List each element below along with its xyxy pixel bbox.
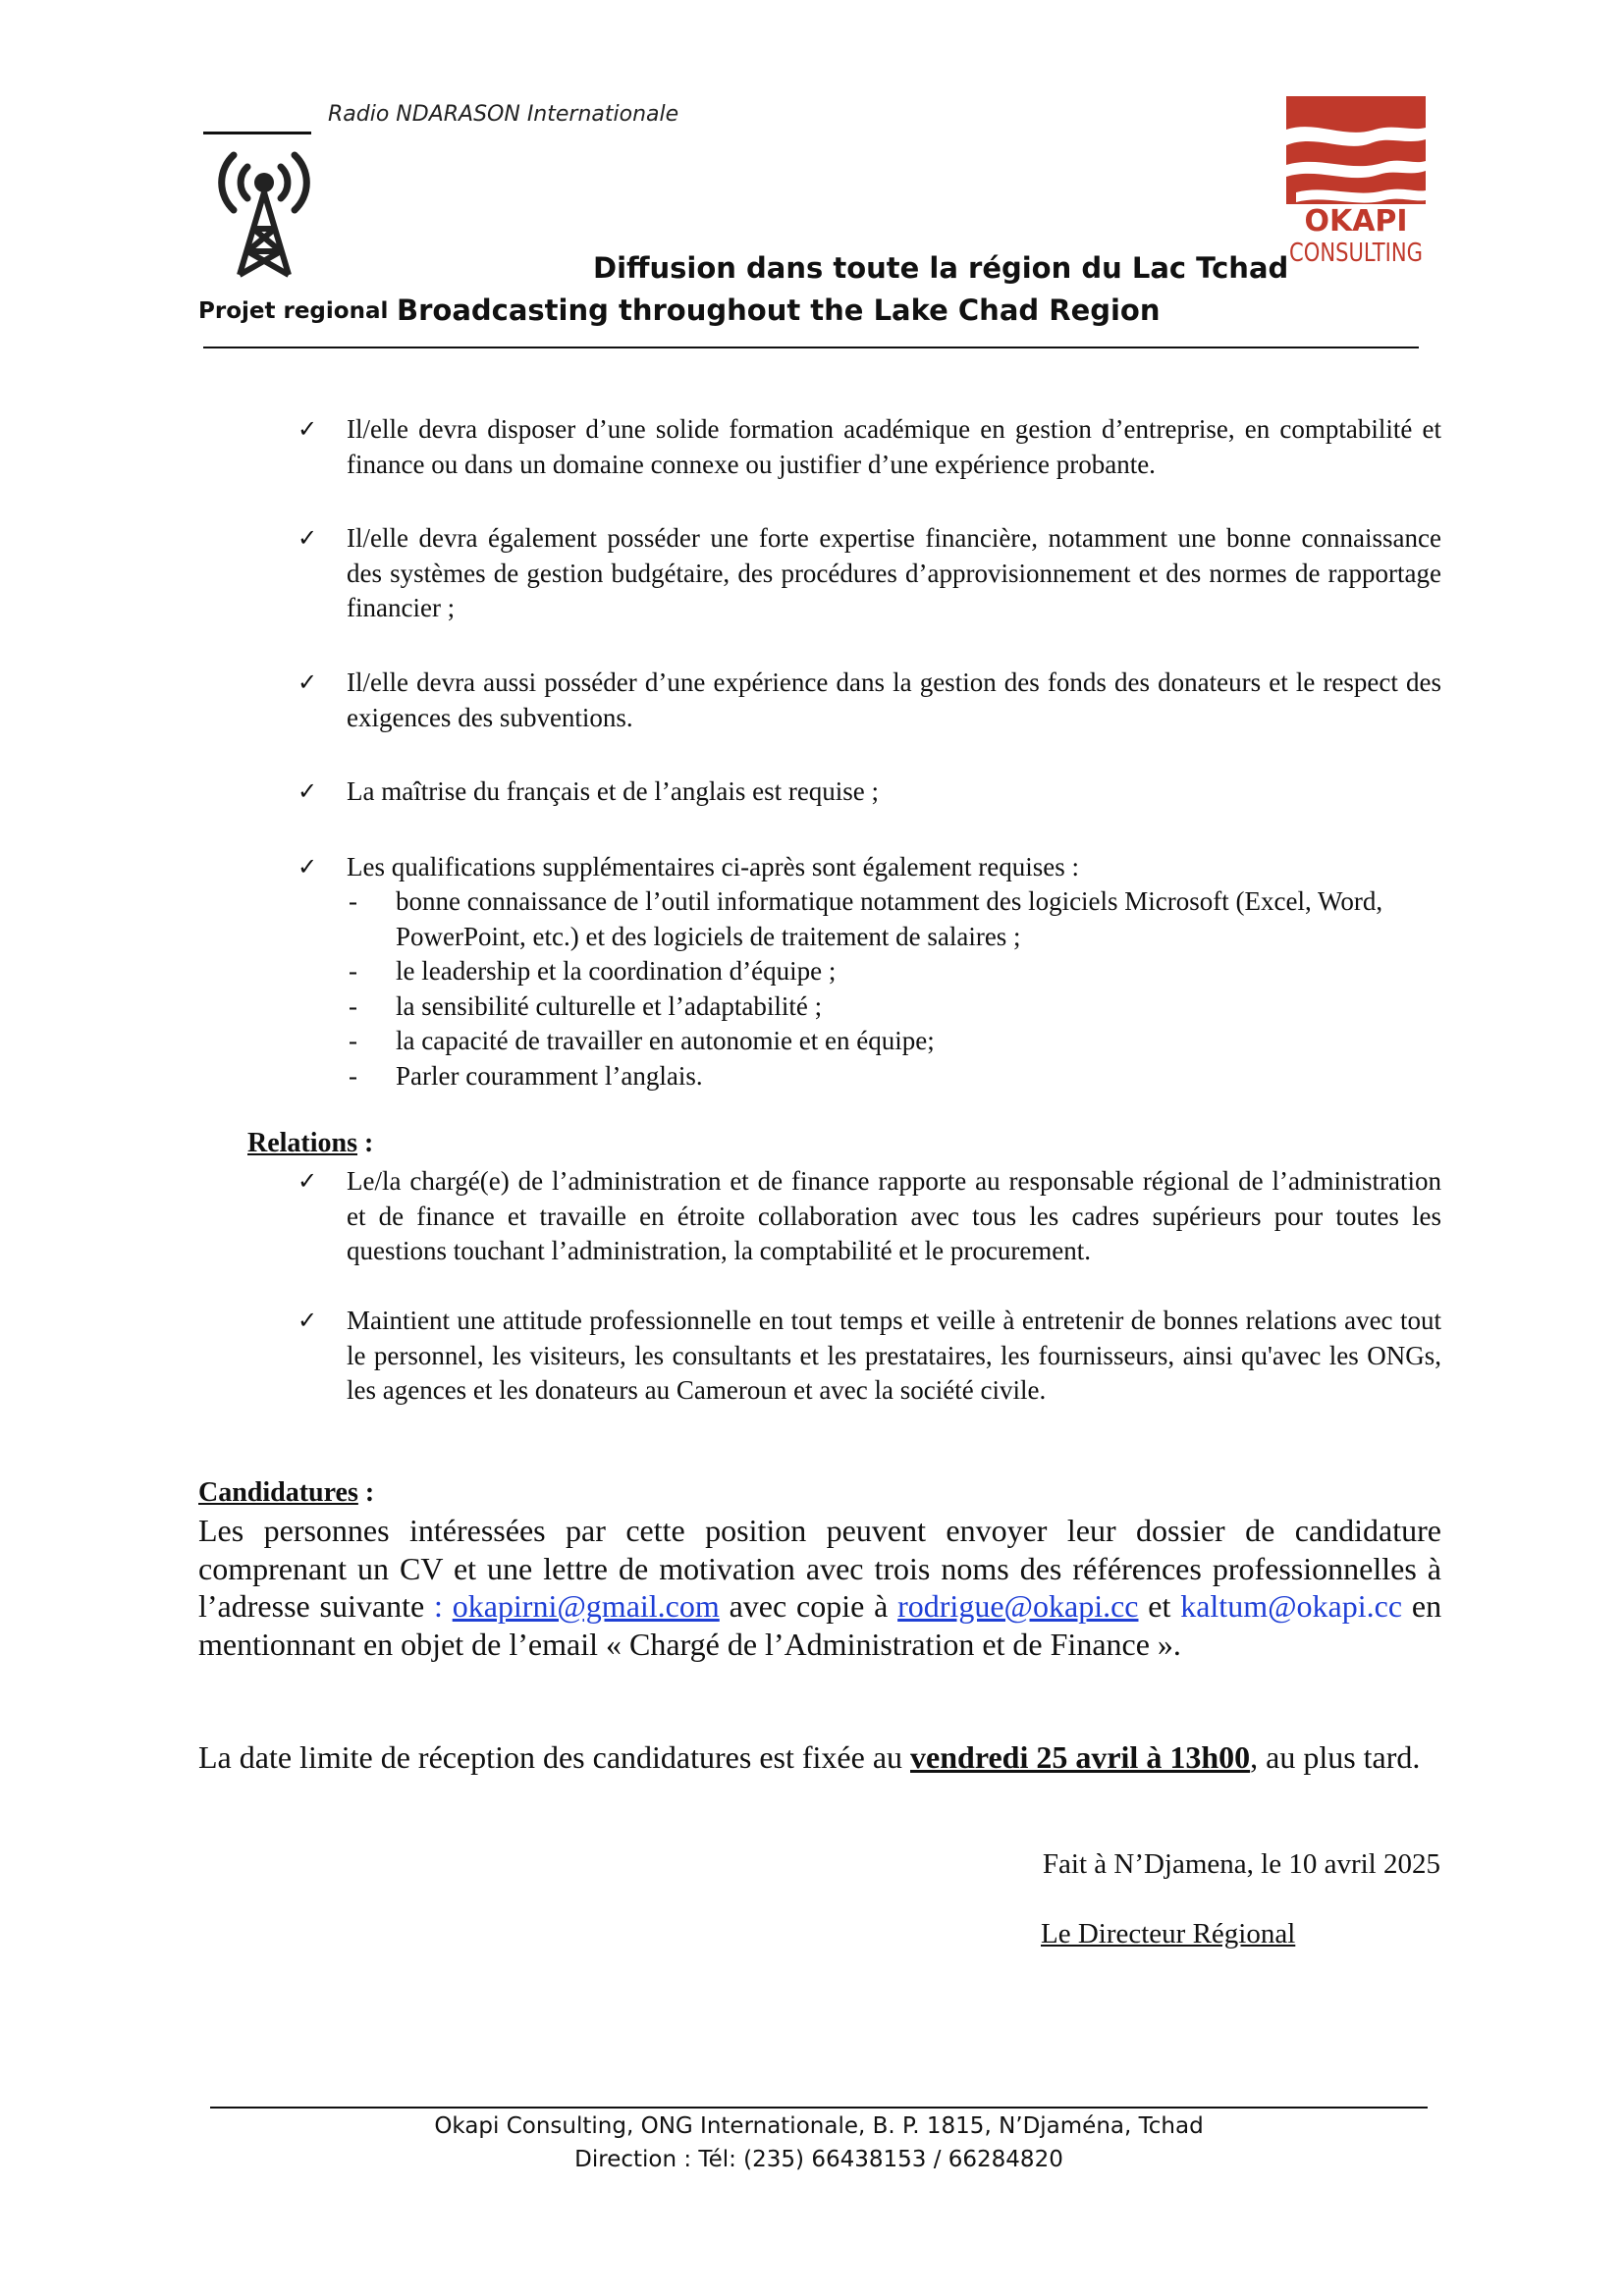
okapi-consulting-logo [1286,96,1426,268]
qualification-item [298,850,1441,885]
email-link-rodrigue[interactable]: rodrigue@okapi.cc [897,1588,1139,1624]
title-french: Diffusion dans toute la région du Lac Tchad [593,251,1289,285]
list-item: - bonne connaissance de l’outil informatique notamment des logiciels Microsoft (Excel, Word, PowerPoint, etc.) et des logiciels de traitement de salaires ; [349,886,1383,951]
check-icon: ✓ [298,1167,318,1195]
candidatures-paragraph: Les personnes intéressées par cette position peuvent envoyer leur dossier de candidature comprenant un CV et une lettre de motivation avec trois noms des références professionnelles à l’adresse suivante : okapirni@gmail.com avec copie à rodrigue@okapi.cc et kaltum@okapi.cc en mentionnant en objet de l’email « Chargé de l’Administration et de Finance ». [198,1513,1442,1662]
deadline-paragraph: La date limite de réception des candidatures est fixée au vendredi 25 avril à 13h00, au plus tard. [198,1739,1421,1775]
check-icon: ✓ [298,1307,318,1334]
project-label: Projet regional [198,298,389,324]
qualification-text: Il/elle devra également posséder une forte expertise financière, notamment une bonne connaissance des systèmes de gestion budgétaire, des procédures d’approvisionnement et des normes de rapportage financier ; [347,523,1441,622]
qualification-item [298,666,1441,735]
radio-tower-icon [210,145,318,281]
relations-item [298,1304,1441,1409]
relations-text: Maintient une attitude professionnelle en tout temps et veille à entretenir de bonnes relations avec tout le personnel, les visiteurs, les consultants et les prestataires, les fournisseurs, ainsi qu'avec les ONGs, les agences et les donateurs au Cameroun et avec la société civile. [347,1306,1441,1405]
header-divider [203,347,1419,348]
relations-text: Le/la chargé(e) de l’administration et de finance rapporte au responsable régional de l’administration et de finance et travaille en étroite collaboration avec tous les cadres supérieurs pour toutes les questions touchant l’administration, la comptabilité et le procurement. [347,1166,1441,1265]
footer-address: Okapi Consulting, ONG Internationale, B. P. 1815, N’Djaména, Tchad [434,2113,1204,2139]
logo-divider [203,132,311,134]
qualification-text: Il/elle devra disposer d’une solide formation académique en gestion d’entreprise, en comptabilité et finance ou dans un domaine connexe ou justifier d’une expérience probante. [347,414,1441,479]
qualification-item [298,412,1441,482]
relations-heading: Relations : [247,1128,374,1158]
check-icon: ✓ [298,777,318,805]
qualification-text: Il/elle devra aussi posséder d’une expérience dans la gestion des fonds des donateurs et le respect des exigences des subventions. [347,667,1441,732]
footer-divider [210,2107,1428,2109]
signatory: Le Directeur Régional [1041,1918,1296,1949]
check-icon: ✓ [298,524,318,552]
email-link-okapirni[interactable]: okapirni@gmail.com [452,1588,720,1624]
list-item-text: la capacité de travailler en autonomie et en équipe; [396,1026,935,1055]
radio-name: Radio NDARASON Internationale [328,102,679,127]
relations-item [298,1164,1441,1269]
footer-contact: Direction : Tél: (235) 66438153 / 66284820 [574,2147,1063,2172]
qualification-item [298,774,1441,810]
consulting-word: CONSULTING [1289,239,1423,268]
check-icon: ✓ [298,415,318,443]
list-item: - le leadership et la coordination d’équipe ; [349,956,837,986]
candidatures-heading: Candidatures : [198,1477,375,1508]
list-item: - la sensibilité culturelle et l’adaptabilité ; [349,990,823,1021]
email-link-kaltum[interactable]: kaltum@okapi.cc [1180,1588,1403,1624]
qualification-text: Les qualifications supplémentaires ci-après sont également requises : [347,852,1080,881]
list-item-text: bonne connaissance de l’outil informatique notamment des logiciels Microsoft (Excel, Word, PowerPoint, etc.) et des logiciels de traitement de salaires ; [396,886,1383,951]
additional-list [347,884,1441,1094]
okapi-word: OKAPI [1304,204,1408,239]
qualification-text: La maîtrise du français et de l’anglais est requise ; [347,776,880,806]
list-item-text: la sensibilité culturelle et l’adaptabilité ; [396,990,823,1021]
title-english: Broadcasting throughout the Lake Chad Region [397,294,1161,327]
list-item-text: le leadership et la coordination d’équipe ; [396,956,837,986]
place-date: Fait à N’Djamena, le 10 avril 2025 [1042,1848,1440,1880]
deadline-date: vendredi 25 avril à 13h00 [910,1739,1251,1775]
qualification-item [298,521,1441,626]
list-item-text: Parler couramment l’anglais. [396,1060,703,1091]
check-icon: ✓ [298,853,318,881]
list-item: - la capacité de travailler en autonomie et en équipe; [349,1026,935,1055]
check-icon: ✓ [298,668,318,696]
list-item: - Parler couramment l’anglais. [349,1060,703,1091]
